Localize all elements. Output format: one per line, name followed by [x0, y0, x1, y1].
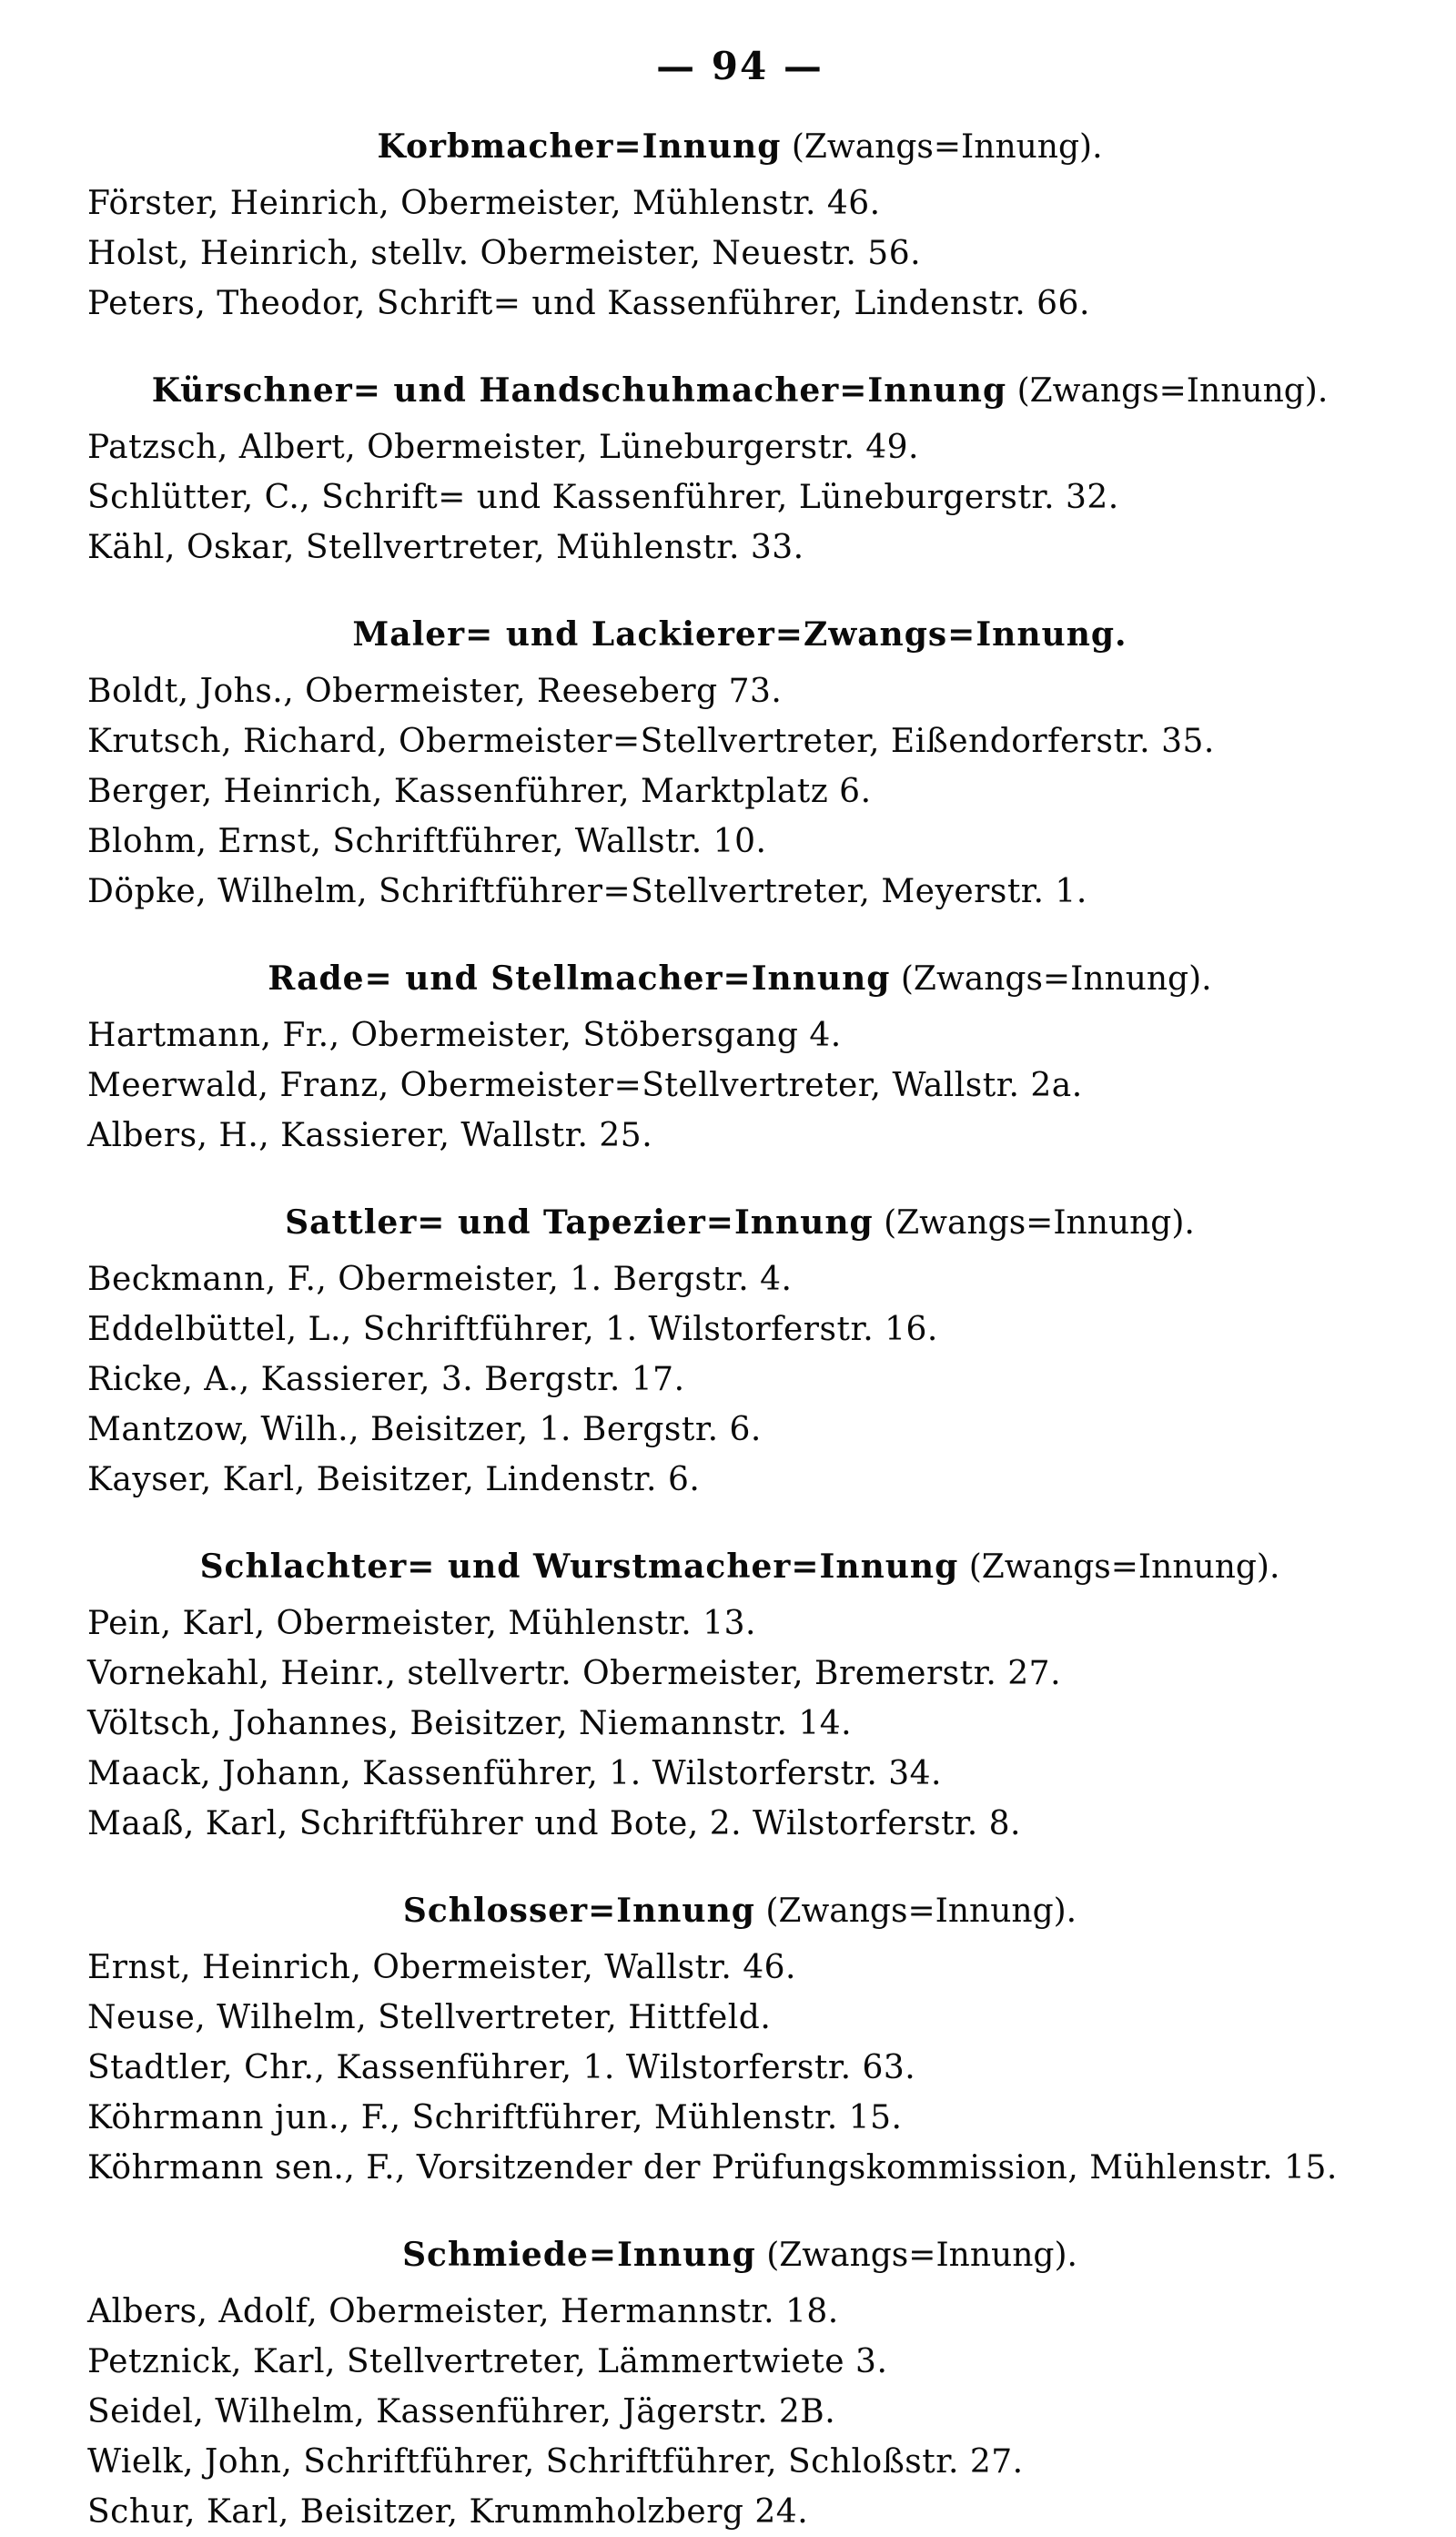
section-title: Maler= und Lackierer=Zwangs=Innung.: [352, 615, 1127, 654]
member-entry: Petznick, Karl, Stellvertreter, Lämmertwiete 3.: [87, 2343, 888, 2380]
member-entry: Völtsch, Johannes, Beisitzer, Niemannstr. 14.: [87, 1705, 853, 1742]
guild-section: [87, 2231, 1392, 2537]
member-entry: Kayser, Karl, Beisitzer, Lindenstr. 6.: [87, 1461, 701, 1498]
section-heading: [87, 1887, 1392, 1935]
section-subtitle: (Zwangs=Innung).: [765, 1893, 1077, 1930]
member-entry: Stadtler, Chr., Kassenführer, 1. Wilstorferstr. 63.: [87, 2049, 916, 2086]
member-entry: Köhrmann sen., F., Vorsitzender der Prüfungskommission, Mühlenstr. 15.: [87, 2149, 1338, 2187]
guild-section: [87, 955, 1392, 1161]
member-entry: Wielk, John, Schriftführer, Schriftführer, Schloßstr. 27.: [87, 2443, 1024, 2481]
guild-section: [87, 1887, 1392, 2193]
section-title: Schmiede=Innung: [402, 2236, 756, 2274]
member-entry: Holst, Heinrich, stellv. Obermeister, Neuestr. 56.: [87, 235, 922, 272]
member-entry: Schur, Karl, Beisitzer, Krummholzberg 24.: [87, 2493, 809, 2531]
section-subtitle: (Zwangs=Innung).: [791, 128, 1103, 166]
member-entry: Krutsch, Richard, Obermeister=Stellvertreter, Eißendorferstr. 35.: [87, 723, 1215, 760]
member-entry: Boldt, Johs., Obermeister, Reeseberg 73.: [87, 673, 783, 710]
member-entry: Meerwald, Franz, Obermeister=Stellvertreter, Wallstr. 2a.: [87, 1067, 1083, 1104]
member-entry: Beckmann, F., Obermeister, 1. Bergstr. 4.: [87, 1261, 793, 1298]
section-title: Schlachter= und Wurstmacher=Innung: [199, 1548, 959, 1586]
member-entry: Schlütter, C., Schrift= und Kassenführer, Lüneburgerstr. 32.: [87, 479, 1119, 516]
guild-section: [87, 123, 1392, 329]
section-heading: [87, 611, 1392, 659]
member-entry: Patzsch, Albert, Obermeister, Lüneburgerstr. 49.: [87, 429, 919, 466]
section-heading: [87, 1543, 1392, 1591]
section-heading: [87, 955, 1392, 1003]
section-heading: [87, 1199, 1392, 1247]
member-entry: Pein, Karl, Obermeister, Mühlenstr. 13.: [87, 1605, 756, 1642]
member-entry: Ricke, A., Kassierer, 3. Bergstr. 17.: [87, 1361, 685, 1398]
section-title: Sattler= und Tapezier=Innung: [285, 1203, 874, 1242]
member-entry: Albers, Adolf, Obermeister, Hermannstr. 18.: [87, 2293, 839, 2330]
member-entry: Blohm, Ernst, Schriftführer, Wallstr. 10.: [87, 823, 767, 860]
member-entry: Mantzow, Wilh., Beisitzer, 1. Bergstr. 6.: [87, 1411, 762, 1448]
member-entry: Peters, Theodor, Schrift= und Kassenführer, Lindenstr. 66.: [87, 285, 1090, 322]
member-entry: Ernst, Heinrich, Obermeister, Wallstr. 46.: [87, 1949, 796, 1986]
member-entry: Maack, Johann, Kassenführer, 1. Wilstorferstr. 34.: [87, 1755, 942, 1792]
section-title: Rade= und Stellmacher=Innung: [268, 959, 891, 998]
section-subtitle: (Zwangs=Innung).: [1016, 372, 1329, 410]
section-title: Schlosser=Innung: [402, 1892, 755, 1930]
guild-section: [87, 1199, 1392, 1505]
section-subtitle: (Zwangs=Innung).: [766, 2237, 1077, 2274]
member-entry: Maaß, Karl, Schriftführer und Bote, 2. Wilstorferstr. 8.: [87, 1805, 1021, 1842]
member-entry: Eddelbüttel, L., Schriftführer, 1. Wilstorferstr. 16.: [87, 1311, 938, 1348]
member-entry: Hartmann, Fr., Obermeister, Stöbersgang 4.: [87, 1017, 842, 1054]
section-title: Korbmacher=Innung: [377, 127, 782, 166]
section-subtitle: (Zwangs=Innung).: [900, 960, 1212, 998]
member-entry: Döpke, Wilhelm, Schriftführer=Stellvertreter, Meyerstr. 1.: [87, 873, 1087, 910]
section-title: Kürschner= und Handschuhmacher=Innung: [151, 371, 1007, 410]
member-entry: Köhrmann jun., F., Schriftführer, Mühlenstr. 15.: [87, 2099, 903, 2136]
member-entry: Neuse, Wilhelm, Stellvertreter, Hittfeld.: [87, 1999, 772, 2036]
page-number: — 94 —: [656, 44, 824, 88]
guild-section: [87, 1543, 1392, 1849]
section-subtitle: (Zwangs=Innung).: [884, 1204, 1195, 1242]
member-entry: Albers, H., Kassierer, Wallstr. 25.: [87, 1117, 653, 1154]
guild-section: [87, 611, 1392, 917]
member-entry: Seidel, Wilhelm, Kassenführer, Jägerstr. 2B.: [87, 2393, 836, 2430]
section-subtitle: (Zwangs=Innung).: [968, 1548, 1280, 1586]
section-heading: [87, 367, 1392, 415]
member-entry: Kähl, Oskar, Stellvertreter, Mühlenstr. 33.: [87, 529, 804, 566]
member-entry: Förster, Heinrich, Obermeister, Mühlenstr. 46.: [87, 185, 881, 222]
sections-container: [87, 123, 1392, 2537]
section-heading: [87, 2231, 1392, 2279]
guild-section: [87, 367, 1392, 573]
member-entry: Vornekahl, Heinr., stellvertr. Obermeister, Bremerstr. 27.: [87, 1655, 1062, 1692]
member-entry: Berger, Heinrich, Kassenführer, Marktplatz 6.: [87, 773, 872, 810]
section-heading: [87, 123, 1392, 171]
